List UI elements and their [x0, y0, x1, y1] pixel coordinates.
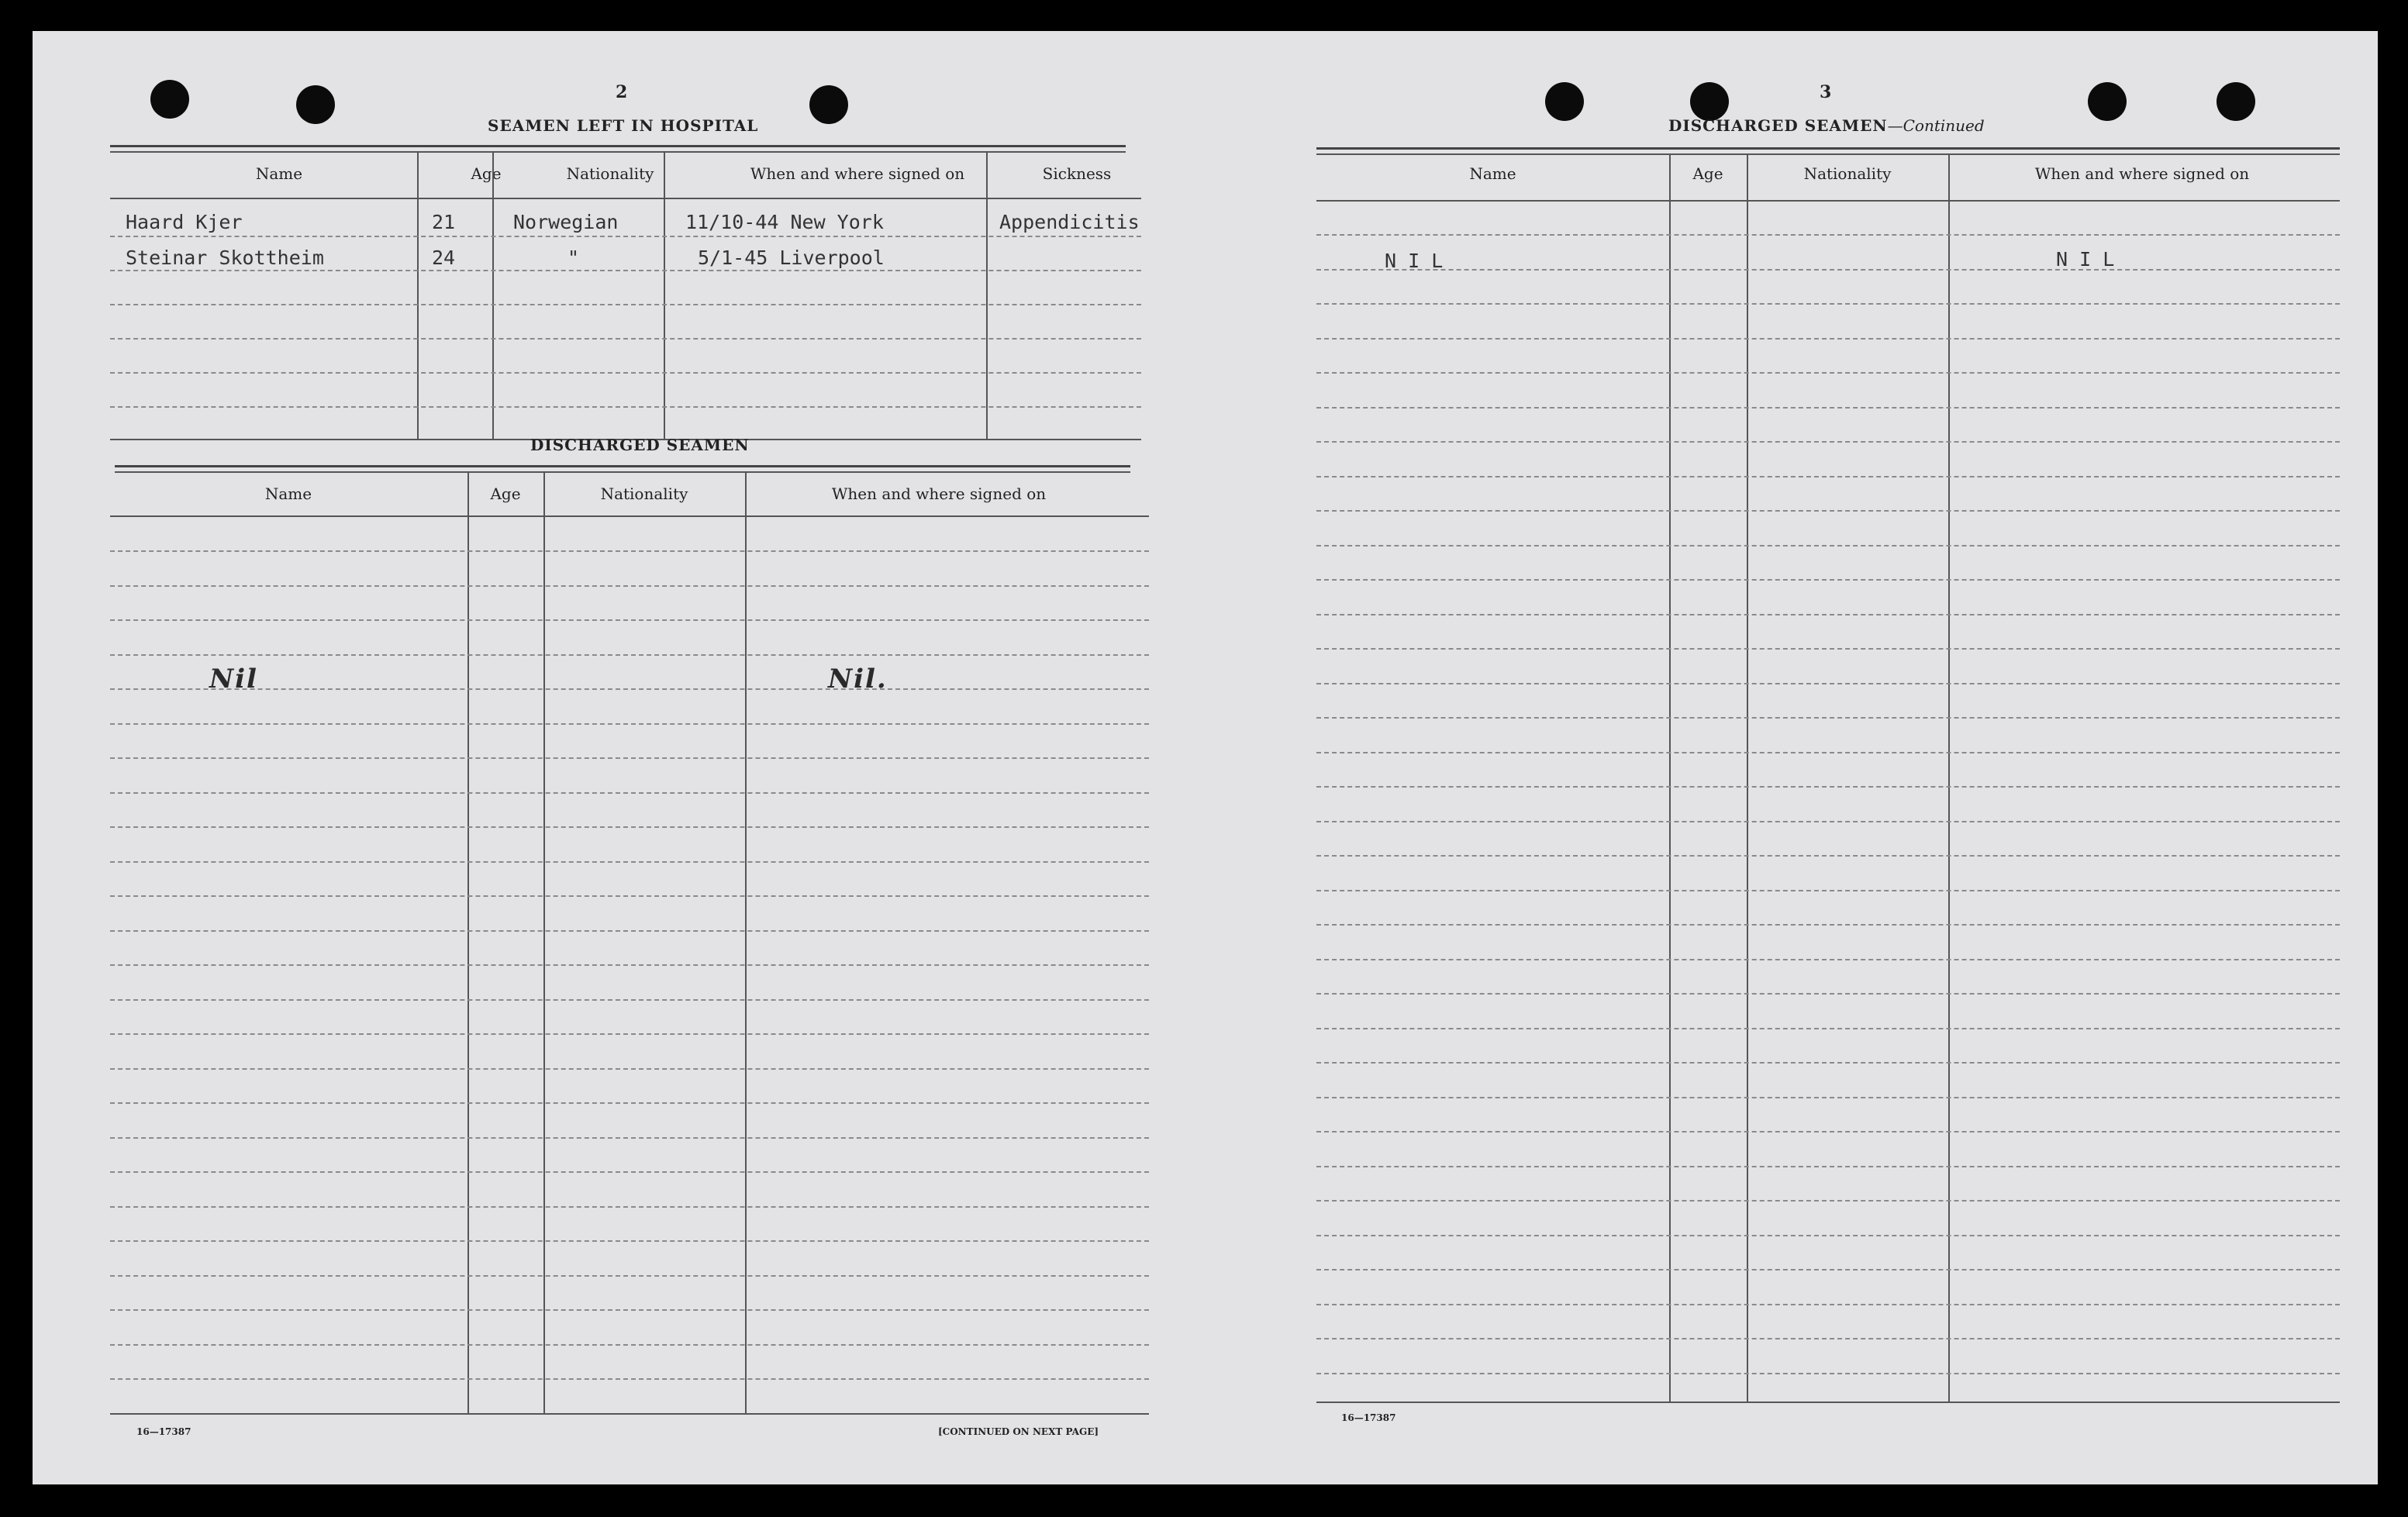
row-line: [1316, 303, 2340, 305]
continued-note: [CONTINUED ON NEXT PAGE]: [938, 1426, 1099, 1437]
row-line: [1316, 717, 2340, 719]
table-top-rule: [115, 471, 1130, 473]
row-line: [110, 1206, 1149, 1208]
header-age: Age: [490, 484, 521, 503]
row-line: [1316, 1235, 2340, 1236]
row-line: [110, 338, 1141, 340]
row-line: [1316, 1304, 2340, 1305]
header-rule: [1316, 200, 2340, 202]
row-line: [1316, 786, 2340, 788]
row-line: [1316, 338, 2340, 340]
typed-nil: N I L: [2056, 248, 2115, 271]
header-name: Name: [264, 484, 312, 503]
row-line: [110, 723, 1149, 725]
row-line: [110, 1102, 1149, 1104]
form-code: 16—17387: [1341, 1412, 1396, 1423]
punch-hole: [296, 85, 335, 124]
punch-hole: [1545, 82, 1584, 121]
header-rule: [110, 515, 1149, 517]
row-line: [110, 1033, 1149, 1035]
record-sheet: [33, 31, 2378, 1484]
row-line: [110, 1240, 1149, 1242]
row-line: [1316, 1028, 2340, 1029]
row-line: [110, 861, 1149, 863]
row-line: [110, 236, 1141, 237]
column-divider: [467, 471, 469, 1413]
row-line: [1316, 269, 2340, 271]
column-divider: [543, 471, 545, 1413]
row-line: [1316, 1338, 2340, 1339]
row-line: [110, 826, 1149, 828]
column-divider: [1747, 153, 1748, 1402]
row-line: [1316, 1200, 2340, 1202]
form-code: 16—17387: [136, 1426, 191, 1437]
row-line: [110, 1309, 1149, 1311]
typed-nil: N I L: [1385, 250, 1444, 272]
page-number: 3: [1820, 82, 1832, 102]
row-line: [110, 930, 1149, 932]
header-signed-on: When and where signed on: [831, 484, 1047, 503]
row-line: [110, 585, 1149, 587]
row-line: [110, 1068, 1149, 1070]
row-line: [110, 999, 1149, 1001]
right-page: [1289, 31, 2378, 1484]
row-line: [110, 1378, 1149, 1380]
hospital-age: 24: [432, 247, 456, 269]
row-line: [1316, 648, 2340, 650]
punch-hole: [2088, 82, 2127, 121]
row-line: [110, 270, 1141, 271]
column-divider: [745, 471, 747, 1413]
table-top-rule: [110, 151, 1126, 153]
header-age: Age: [471, 164, 502, 183]
row-line: [1316, 614, 2340, 615]
row-line: [1316, 1166, 2340, 1167]
title-suffix: —Continued: [1887, 116, 1985, 135]
table-top-rule: [1316, 147, 2340, 150]
punch-hole: [150, 80, 189, 119]
row-line: [110, 654, 1149, 656]
row-line: [110, 1275, 1149, 1277]
row-line: [110, 895, 1149, 897]
row-line: [110, 550, 1149, 552]
row-line: [110, 619, 1149, 621]
row-line: [1316, 855, 2340, 857]
row-line: [110, 688, 1149, 690]
column-divider: [417, 151, 419, 440]
row-line: [110, 1137, 1149, 1139]
table-top-rule: [110, 145, 1126, 147]
row-line: [1316, 441, 2340, 443]
left-page: [33, 31, 1188, 1484]
column-divider: [1669, 153, 1671, 1402]
header-signed-on: When and where signed on: [2034, 164, 2250, 183]
discharged-continued-title: [1668, 116, 1985, 135]
punch-hole: [1690, 82, 1729, 121]
hospital-age: 21: [432, 211, 456, 233]
row-line: [1316, 993, 2340, 995]
table-bottom-rule: [110, 1413, 1149, 1415]
discharged-section-title: DISCHARGED SEAMEN: [530, 436, 750, 454]
header-signed-on: When and where signed on: [750, 164, 965, 183]
table-top-rule: [1316, 153, 2340, 155]
hospital-name: Steinar Skottheim: [126, 247, 324, 269]
row-line: [110, 792, 1149, 794]
row-line: [1316, 924, 2340, 926]
row-line: [110, 406, 1141, 408]
punch-hole: [809, 85, 848, 124]
header-name: Name: [255, 164, 303, 183]
header-age: Age: [1692, 164, 1723, 183]
title-main: DISCHARGED SEAMEN: [1668, 116, 1888, 135]
row-line: [1316, 1373, 2340, 1374]
handwritten-nil: Nil: [209, 664, 258, 695]
header-nationality: Nationality: [600, 484, 688, 503]
row-line: [110, 757, 1149, 759]
row-line: [1316, 1131, 2340, 1133]
row-line: [1316, 821, 2340, 822]
row-line: [1316, 1062, 2340, 1064]
handwritten-nil: Nil.: [828, 664, 888, 695]
table-top-rule: [115, 465, 1130, 467]
hospital-signed-on: 5/1-45 Liverpool: [698, 247, 885, 269]
row-line: [110, 964, 1149, 966]
row-line: [1316, 683, 2340, 684]
row-line: [1316, 890, 2340, 891]
row-line: [1316, 510, 2340, 512]
hospital-nationality: ": [568, 247, 580, 269]
header-sickness: Sickness: [1042, 164, 1112, 183]
row-line: [110, 304, 1141, 305]
row-line: [110, 372, 1141, 374]
table-bottom-rule: [1316, 1402, 2340, 1403]
hospital-nationality: Norwegian: [513, 211, 619, 233]
hospital-section-title: SEAMEN LEFT IN HOSPITAL: [488, 116, 759, 135]
row-line: [1316, 1097, 2340, 1098]
column-divider: [986, 151, 988, 440]
hospital-name: Haard Kjer: [126, 211, 243, 233]
row-line: [1316, 476, 2340, 478]
column-divider: [492, 151, 494, 440]
header-nationality: Nationality: [566, 164, 654, 183]
column-divider: [1948, 153, 1950, 1402]
row-line: [1316, 1269, 2340, 1270]
row-line: [1316, 234, 2340, 236]
row-line: [1316, 545, 2340, 546]
header-name: Name: [1469, 164, 1516, 183]
row-line: [1316, 372, 2340, 374]
hospital-sickness: Appendicitis: [999, 211, 1140, 233]
row-line: [110, 1344, 1149, 1346]
row-line: [1316, 752, 2340, 753]
row-line: [1316, 579, 2340, 581]
column-divider: [664, 151, 665, 440]
row-line: [1316, 959, 2340, 960]
header-nationality: Nationality: [1803, 164, 1892, 183]
row-line: [110, 1171, 1149, 1173]
page-number: 2: [616, 82, 628, 102]
row-line: [1316, 407, 2340, 409]
punch-hole: [2217, 82, 2255, 121]
hospital-signed-on: 11/10-44 New York: [685, 211, 884, 233]
